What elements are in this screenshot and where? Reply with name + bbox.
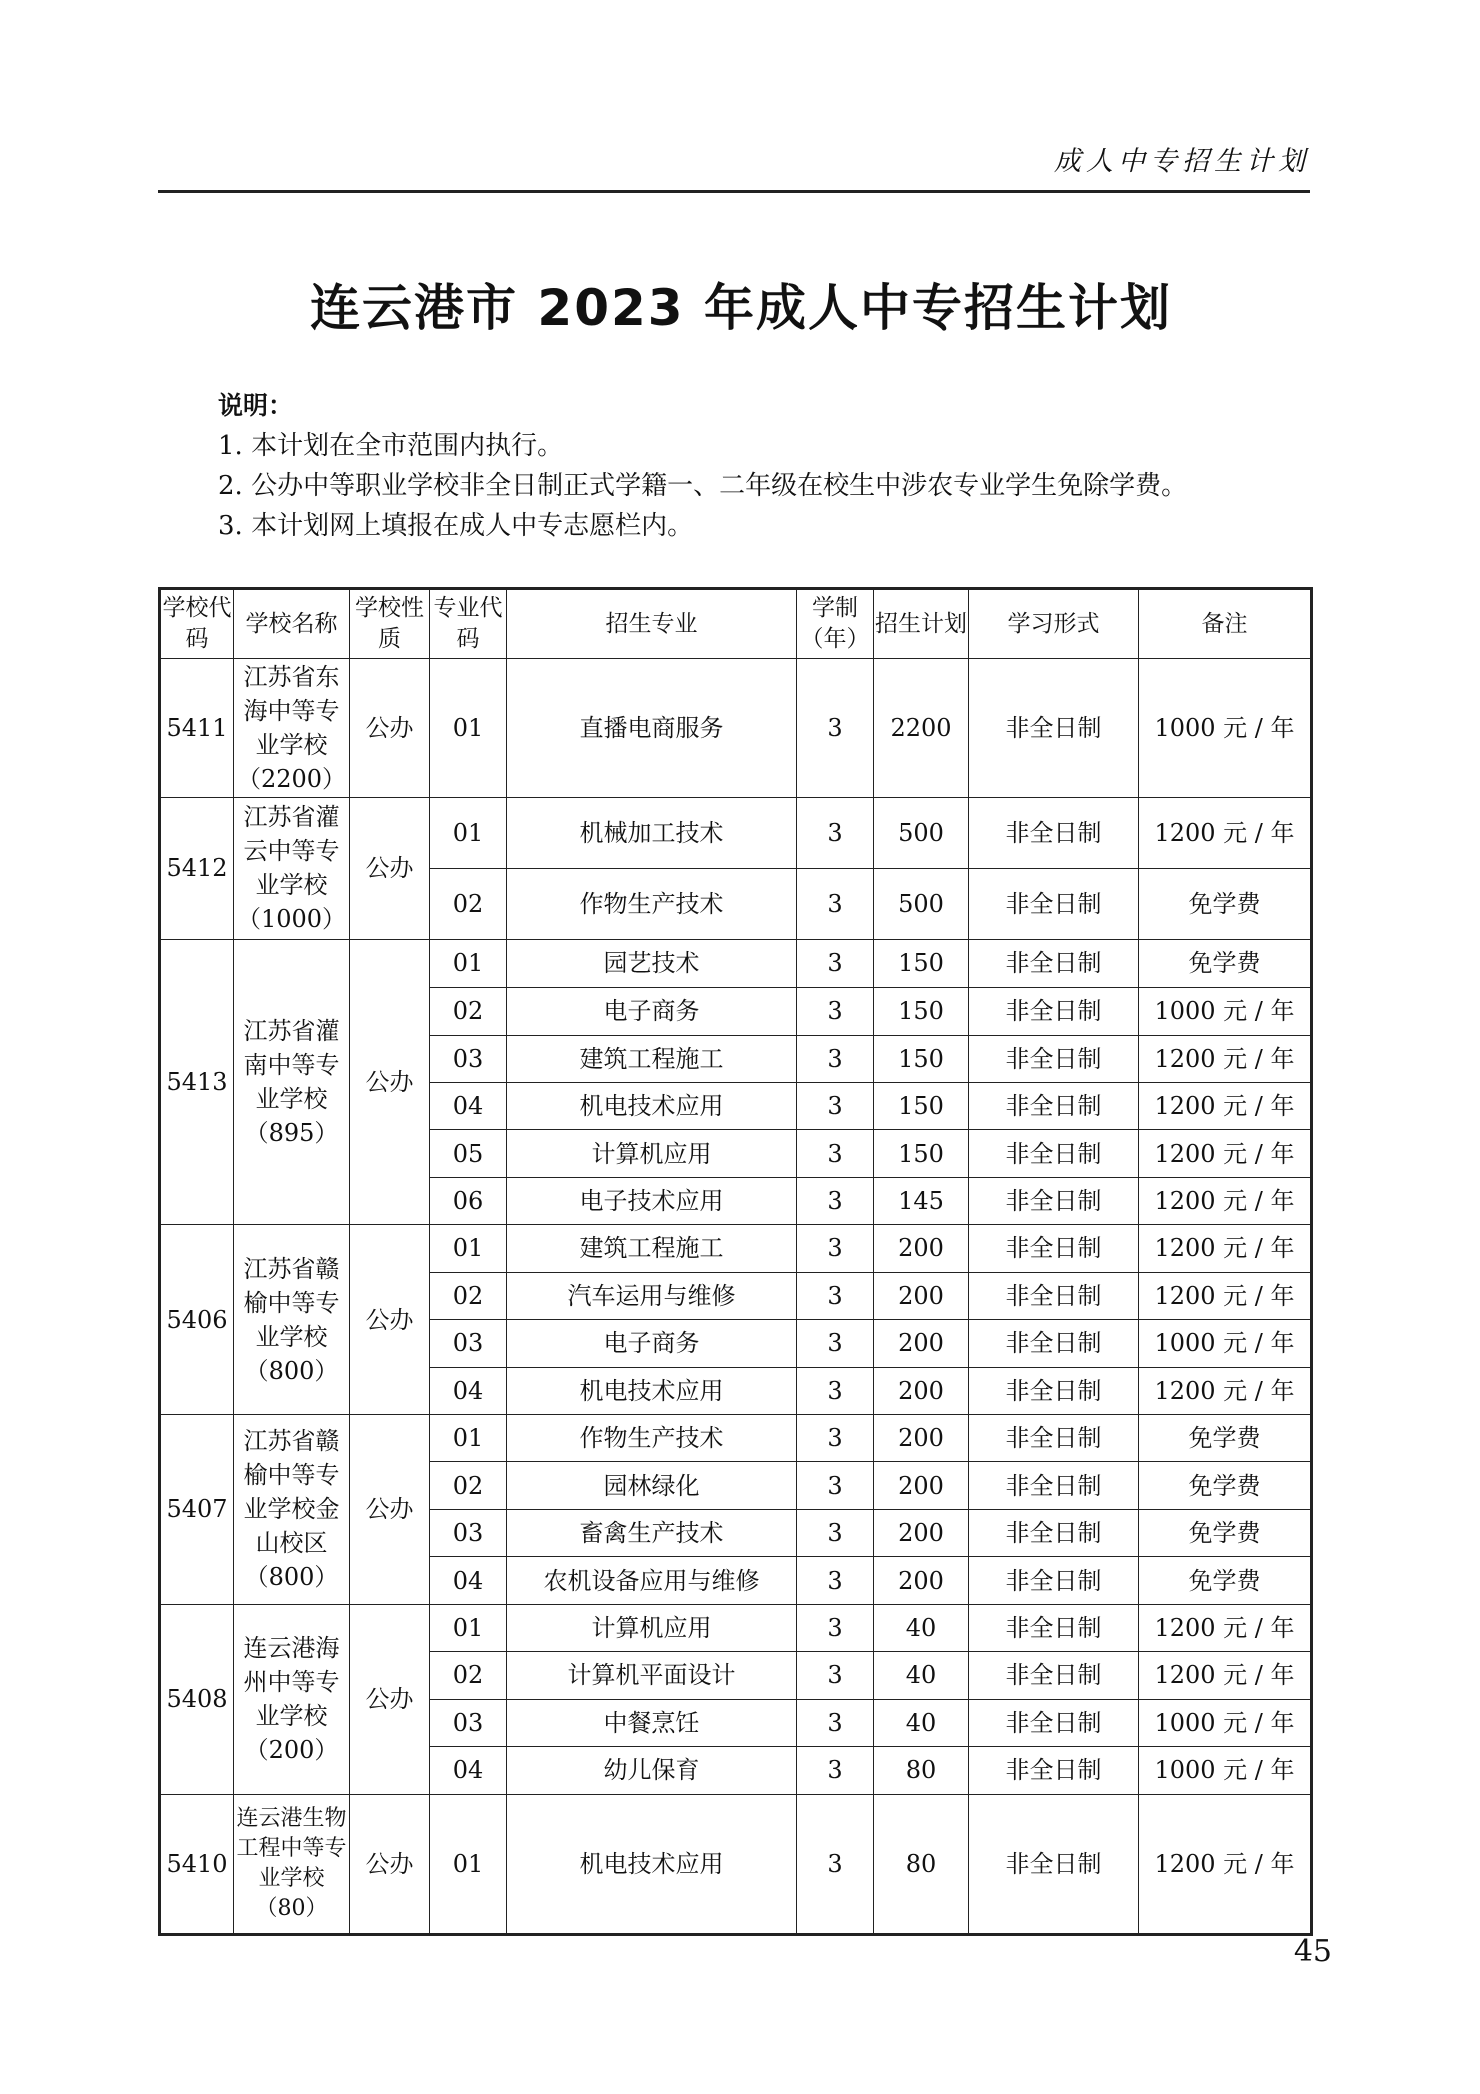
study-form-cell: 非全日制 bbox=[969, 1652, 1139, 1699]
remark-cell: 1200 元 / 年 bbox=[1139, 1130, 1312, 1177]
major-name-cell: 园林绿化 bbox=[507, 1462, 797, 1509]
school-code-cell: 5413 bbox=[160, 939, 234, 1225]
header-form: 学习形式 bbox=[969, 589, 1139, 659]
duration-cell: 3 bbox=[797, 1367, 874, 1414]
study-form-cell: 非全日制 bbox=[969, 1130, 1139, 1177]
school-name-cell: 连云港海州中等专业学校（200） bbox=[234, 1604, 350, 1794]
plan-cell: 200 bbox=[874, 1557, 969, 1604]
school-code-cell: 5408 bbox=[160, 1604, 234, 1794]
plan-cell: 40 bbox=[874, 1699, 969, 1746]
header-school-name: 学校名称 bbox=[234, 589, 350, 659]
plan-cell: 150 bbox=[874, 1082, 969, 1129]
major-name-cell: 作物生产技术 bbox=[507, 868, 797, 939]
header-remark: 备注 bbox=[1139, 589, 1312, 659]
major-name-cell: 电子技术应用 bbox=[507, 1177, 797, 1224]
plan-cell: 500 bbox=[874, 868, 969, 939]
header-major: 招生专业 bbox=[507, 589, 797, 659]
study-form-cell: 非全日制 bbox=[969, 1557, 1139, 1604]
major-code-cell: 03 bbox=[430, 1699, 507, 1746]
major-name-cell: 建筑工程施工 bbox=[507, 1035, 797, 1082]
duration-cell: 3 bbox=[797, 1415, 874, 1462]
school-name-cell: 江苏省赣榆中等专业学校金山校区（800） bbox=[234, 1415, 350, 1605]
major-name-cell: 机电技术应用 bbox=[507, 1082, 797, 1129]
school-type-cell: 公办 bbox=[350, 939, 430, 1225]
remark-cell: 免学费 bbox=[1139, 1415, 1312, 1462]
major-name-cell: 机械加工技术 bbox=[507, 798, 797, 869]
major-name-cell: 园艺技术 bbox=[507, 939, 797, 987]
major-code-cell: 01 bbox=[430, 1604, 507, 1651]
study-form-cell: 非全日制 bbox=[969, 868, 1139, 939]
remark-cell: 免学费 bbox=[1139, 1509, 1312, 1556]
remark-cell: 免学费 bbox=[1139, 939, 1312, 987]
plan-cell: 200 bbox=[874, 1509, 969, 1556]
remark-cell: 1200 元 / 年 bbox=[1139, 1604, 1312, 1651]
table-row bbox=[160, 1225, 1312, 1272]
note-item: 2. 公办中等职业学校非全日制正式学籍一、二年级在校生中涉农专业学生免除学费。 bbox=[218, 471, 1188, 501]
study-form-cell: 非全日制 bbox=[969, 1509, 1139, 1556]
remark-cell: 1000 元 / 年 bbox=[1139, 1320, 1312, 1367]
major-code-cell: 04 bbox=[430, 1367, 507, 1414]
duration-cell: 3 bbox=[797, 1604, 874, 1651]
study-form-cell: 非全日制 bbox=[969, 1177, 1139, 1224]
major-name-cell: 电子商务 bbox=[507, 1320, 797, 1367]
table-row bbox=[160, 798, 1312, 869]
duration-cell: 3 bbox=[797, 1747, 874, 1794]
major-name-cell: 中餐烹饪 bbox=[507, 1699, 797, 1746]
study-form-cell: 非全日制 bbox=[969, 659, 1139, 798]
table-row bbox=[160, 1794, 1312, 1935]
school-code-cell: 5407 bbox=[160, 1415, 234, 1605]
school-code-cell: 5406 bbox=[160, 1225, 234, 1415]
running-head: 成人中专招生计划 bbox=[158, 142, 1310, 193]
plan-cell: 200 bbox=[874, 1367, 969, 1414]
plan-cell: 200 bbox=[874, 1320, 969, 1367]
page-number: 45 bbox=[1293, 1934, 1332, 1969]
table-header-row bbox=[160, 589, 1312, 659]
major-code-cell: 02 bbox=[430, 988, 507, 1035]
school-type-cell: 公办 bbox=[350, 798, 430, 939]
major-code-cell: 02 bbox=[430, 1652, 507, 1699]
remark-cell: 1200 元 / 年 bbox=[1139, 1794, 1312, 1935]
school-name-cell: 江苏省赣榆中等专业学校（800） bbox=[234, 1225, 350, 1415]
study-form-cell: 非全日制 bbox=[969, 988, 1139, 1035]
table-body bbox=[160, 659, 1312, 1935]
plan-cell: 200 bbox=[874, 1225, 969, 1272]
plan-cell: 150 bbox=[874, 988, 969, 1035]
duration-cell: 3 bbox=[797, 1272, 874, 1319]
remark-cell: 1000 元 / 年 bbox=[1139, 659, 1312, 798]
duration-cell: 3 bbox=[797, 1699, 874, 1746]
header-school-type: 学校性质 bbox=[350, 589, 430, 659]
remark-cell: 1200 元 / 年 bbox=[1139, 1225, 1312, 1272]
plan-cell: 2200 bbox=[874, 659, 969, 798]
duration-cell: 3 bbox=[797, 868, 874, 939]
remark-cell: 免学费 bbox=[1139, 868, 1312, 939]
notes-heading: 说明： bbox=[218, 391, 294, 420]
major-name-cell: 机电技术应用 bbox=[507, 1794, 797, 1935]
duration-cell: 3 bbox=[797, 1794, 874, 1935]
major-name-cell: 电子商务 bbox=[507, 988, 797, 1035]
plan-cell: 145 bbox=[874, 1177, 969, 1224]
duration-cell: 3 bbox=[797, 1035, 874, 1082]
plan-cell: 80 bbox=[874, 1747, 969, 1794]
plan-cell: 150 bbox=[874, 1130, 969, 1177]
header-school-code: 学校代码 bbox=[160, 589, 234, 659]
school-name-cell: 江苏省灌云中等专业学校（1000） bbox=[234, 798, 350, 939]
school-code-cell: 5412 bbox=[160, 798, 234, 939]
major-name-cell: 农机设备应用与维修 bbox=[507, 1557, 797, 1604]
study-form-cell: 非全日制 bbox=[969, 1367, 1139, 1414]
plan-cell: 80 bbox=[874, 1794, 969, 1935]
school-type-cell: 公办 bbox=[350, 1225, 430, 1415]
duration-cell: 3 bbox=[797, 798, 874, 869]
remark-cell: 免学费 bbox=[1139, 1557, 1312, 1604]
major-name-cell: 畜禽生产技术 bbox=[507, 1509, 797, 1556]
school-type-cell: 公办 bbox=[350, 1415, 430, 1605]
study-form-cell: 非全日制 bbox=[969, 1699, 1139, 1746]
note-item: 1. 本计划在全市范围内执行。 bbox=[218, 431, 564, 461]
duration-cell: 3 bbox=[797, 1320, 874, 1367]
major-name-cell: 计算机应用 bbox=[507, 1130, 797, 1177]
study-form-cell: 非全日制 bbox=[969, 1272, 1139, 1319]
major-code-cell: 04 bbox=[430, 1557, 507, 1604]
plan-cell: 40 bbox=[874, 1652, 969, 1699]
table-row bbox=[160, 659, 1312, 798]
duration-cell: 3 bbox=[797, 1082, 874, 1129]
major-code-cell: 03 bbox=[430, 1320, 507, 1367]
remark-cell: 1200 元 / 年 bbox=[1139, 1367, 1312, 1414]
major-name-cell: 作物生产技术 bbox=[507, 1415, 797, 1462]
major-code-cell: 01 bbox=[430, 939, 507, 987]
duration-cell: 3 bbox=[797, 1177, 874, 1224]
remark-cell: 1200 元 / 年 bbox=[1139, 798, 1312, 869]
notes bbox=[218, 386, 1368, 546]
major-name-cell: 建筑工程施工 bbox=[507, 1225, 797, 1272]
major-code-cell: 01 bbox=[430, 798, 507, 869]
school-code-cell: 5410 bbox=[160, 1794, 234, 1935]
header-major-code: 专业代码 bbox=[430, 589, 507, 659]
major-code-cell: 03 bbox=[430, 1509, 507, 1556]
study-form-cell: 非全日制 bbox=[969, 939, 1139, 987]
major-code-cell: 04 bbox=[430, 1747, 507, 1794]
note-item: 3. 本计划网上填报在成人中专志愿栏内。 bbox=[218, 511, 694, 541]
study-form-cell: 非全日制 bbox=[969, 1082, 1139, 1129]
duration-cell: 3 bbox=[797, 1225, 874, 1272]
major-code-cell: 01 bbox=[430, 1794, 507, 1935]
remark-cell: 1000 元 / 年 bbox=[1139, 988, 1312, 1035]
header-plan: 招生计划 bbox=[874, 589, 969, 659]
study-form-cell: 非全日制 bbox=[969, 1415, 1139, 1462]
duration-cell: 3 bbox=[797, 1130, 874, 1177]
major-code-cell: 06 bbox=[430, 1177, 507, 1224]
plan-cell: 150 bbox=[874, 1035, 969, 1082]
duration-cell: 3 bbox=[797, 1652, 874, 1699]
major-code-cell: 05 bbox=[430, 1130, 507, 1177]
plan-cell: 500 bbox=[874, 798, 969, 869]
major-name-cell: 机电技术应用 bbox=[507, 1367, 797, 1414]
major-code-cell: 02 bbox=[430, 1272, 507, 1319]
duration-cell: 3 bbox=[797, 1462, 874, 1509]
study-form-cell: 非全日制 bbox=[969, 1747, 1139, 1794]
duration-cell: 3 bbox=[797, 659, 874, 798]
school-type-cell: 公办 bbox=[350, 1794, 430, 1935]
study-form-cell: 非全日制 bbox=[969, 1794, 1139, 1935]
table-row bbox=[160, 1604, 1312, 1651]
remark-cell: 1200 元 / 年 bbox=[1139, 1177, 1312, 1224]
remark-cell: 1200 元 / 年 bbox=[1139, 1652, 1312, 1699]
remark-cell: 1000 元 / 年 bbox=[1139, 1747, 1312, 1794]
major-code-cell: 04 bbox=[430, 1082, 507, 1129]
major-code-cell: 01 bbox=[430, 659, 507, 798]
table-row bbox=[160, 939, 1312, 987]
major-name-cell: 汽车运用与维修 bbox=[507, 1272, 797, 1319]
duration-cell: 3 bbox=[797, 988, 874, 1035]
major-name-cell: 幼儿保育 bbox=[507, 1747, 797, 1794]
school-name-cell: 连云港生物工程中等专业学校（80） bbox=[234, 1794, 350, 1935]
plan-cell: 200 bbox=[874, 1462, 969, 1509]
header-duration: 学制（年） bbox=[797, 589, 874, 659]
school-code-cell: 5411 bbox=[160, 659, 234, 798]
major-name-cell: 直播电商服务 bbox=[507, 659, 797, 798]
major-code-cell: 02 bbox=[430, 868, 507, 939]
remark-cell: 1200 元 / 年 bbox=[1139, 1035, 1312, 1082]
school-name-cell: 江苏省东海中等专业学校（2200） bbox=[234, 659, 350, 798]
remark-cell: 1200 元 / 年 bbox=[1139, 1082, 1312, 1129]
major-name-cell: 计算机平面设计 bbox=[507, 1652, 797, 1699]
plan-cell: 200 bbox=[874, 1415, 969, 1462]
major-name-cell: 计算机应用 bbox=[507, 1604, 797, 1651]
duration-cell: 3 bbox=[797, 1509, 874, 1556]
table-row bbox=[160, 1415, 1312, 1462]
school-name-cell: 江苏省灌南中等专业学校（895） bbox=[234, 939, 350, 1225]
duration-cell: 3 bbox=[797, 1557, 874, 1604]
major-code-cell: 03 bbox=[430, 1035, 507, 1082]
remark-cell: 1200 元 / 年 bbox=[1139, 1272, 1312, 1319]
plan-cell: 150 bbox=[874, 939, 969, 987]
study-form-cell: 非全日制 bbox=[969, 1225, 1139, 1272]
study-form-cell: 非全日制 bbox=[969, 1462, 1139, 1509]
school-type-cell: 公办 bbox=[350, 1604, 430, 1794]
duration-cell: 3 bbox=[797, 939, 874, 987]
major-code-cell: 01 bbox=[430, 1415, 507, 1462]
study-form-cell: 非全日制 bbox=[969, 1035, 1139, 1082]
plan-cell: 40 bbox=[874, 1604, 969, 1651]
study-form-cell: 非全日制 bbox=[969, 1320, 1139, 1367]
study-form-cell: 非全日制 bbox=[969, 798, 1139, 869]
school-type-cell: 公办 bbox=[350, 659, 430, 798]
study-form-cell: 非全日制 bbox=[969, 1604, 1139, 1651]
major-code-cell: 01 bbox=[430, 1225, 507, 1272]
major-code-cell: 02 bbox=[430, 1462, 507, 1509]
enrollment-table bbox=[158, 587, 1313, 1936]
page-title: 连云港市 2023 年成人中专招生计划 bbox=[310, 279, 1172, 337]
remark-cell: 免学费 bbox=[1139, 1462, 1312, 1509]
remark-cell: 1000 元 / 年 bbox=[1139, 1699, 1312, 1746]
plan-cell: 200 bbox=[874, 1272, 969, 1319]
